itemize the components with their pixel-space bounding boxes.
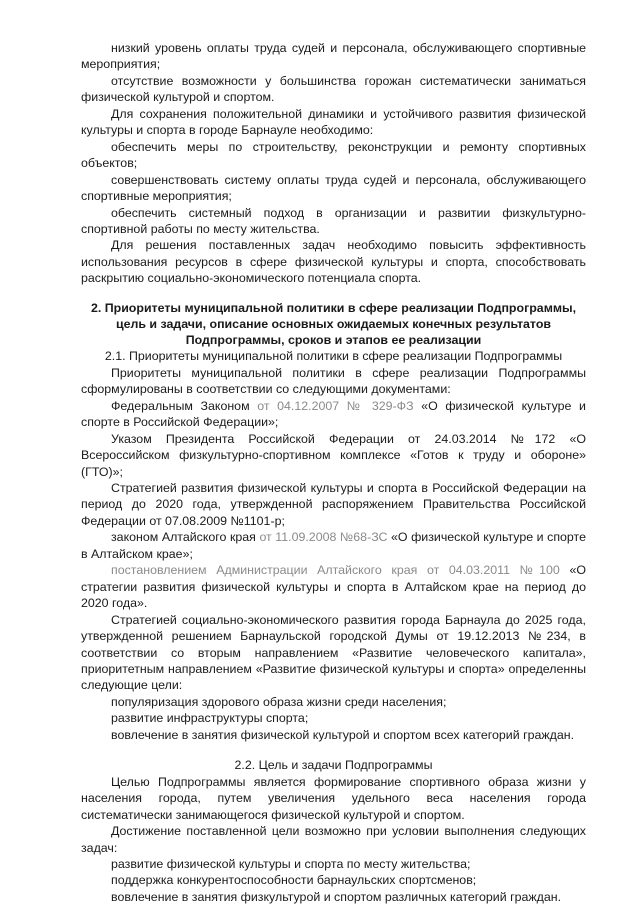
reference-text: «О физической культуре и спорте в Алтайском крае»; bbox=[81, 530, 586, 561]
paragraph: Целью Подпрограммы является формирование спортивного образа жизни у населения города, путем увеличения удельного веса населения города систематически занимающегося физической культурой и спортом. bbox=[81, 774, 586, 822]
reference-date-number: постановлением Администрации Алтайского края от 04.03.2011 №100 bbox=[111, 563, 560, 578]
paragraph: Для сохранения положительной динамики и устойчивого развития физической культуры и спорта в городе Барнауле необходимо: bbox=[81, 106, 586, 138]
reference-text: «О стратегии развития физической культуры и спорта в Алтайском крае на период до 2020 года». bbox=[81, 563, 586, 611]
document-page bbox=[81, 40, 586, 905]
task-item: поддержка конкурентоспособности барнаульских спортсменов; bbox=[111, 873, 477, 888]
task-item: вовлечение в занятия физкультурой и спортом различных категорий граждан. bbox=[111, 889, 562, 904]
document-reference bbox=[81, 398, 586, 431]
paragraph: низкий уровень оплаты труда судей и персонала, обслуживающего спортивные мероприятия; bbox=[81, 41, 586, 72]
document-reference: Стратегией развития физической культуры и спорта в Российской Федерации на период до 2020 года, утвержденной распоряжением Правительства Российской Федерации от 07.08.2009 №1101-р; bbox=[81, 481, 586, 528]
reference-date-number: от 11.09.2008 №68-ЗС bbox=[259, 530, 388, 545]
reference-date-number: от 04.12.2007 № 329-ФЗ bbox=[257, 398, 414, 413]
paragraph: Достижение поставленной цели возможно при условии выполнения следующих задач: bbox=[81, 824, 586, 855]
goal-item: вовлечение в занятия физической культурой и спортом всех категорий граждан. bbox=[111, 727, 575, 742]
document-reference: Указом Президента Российской Федерации от 24.03.2014 №172 «О Всероссийском физкультурно-спортивном комплексе «Готов к труду и обороне» (ГТО)»; bbox=[81, 431, 586, 479]
goal-item: популяризация здорового образа жизни среди населения; bbox=[111, 694, 447, 709]
document-reference bbox=[81, 529, 586, 562]
paragraph: обеспечить системный подход в организации и развитии физкультурно-спортивной работы по месту жительства. bbox=[81, 205, 586, 236]
paragraph: Стратегией социально-экономического развития города Барнаула до 2025 года, утвержденной решением Барнаульской городской Думы от 19.12.2013 №234, в соответствии со вторым направлением «Развитие человеческого капитала», приоритетным направлением «Развитие физической культуры и спорта» определенны следующие цели: bbox=[81, 612, 586, 693]
document-reference bbox=[81, 562, 586, 611]
subsection-title: 2.2. Цель и задачи Подпрограммы bbox=[234, 758, 433, 773]
reference-text: законом Алтайского края bbox=[111, 530, 260, 545]
task-item: развитие физической культуры и спорта по месту жительства; bbox=[111, 857, 471, 871]
paragraph: Приоритеты муниципальной политики в сфере реализации Подпрограммы сформулированы в соответствии со следующими документами: bbox=[81, 365, 586, 397]
goal-item: развитие инфраструктуры спорта; bbox=[111, 711, 309, 726]
subsection-title: 2.1. Приоритеты муниципальной политики в сфере реализации Подпрограммы bbox=[104, 349, 563, 364]
paragraph: обеспечить меры по строительству, реконструкции и ремонту спортивных объектов; bbox=[81, 139, 586, 171]
section-heading: 2. Приоритеты муниципальной политики в сфере реализации Подпрограммы, цель и задачи, описание основных ожидаемых конечных результатов Подпрограммы, сроков и этапов ее реализации bbox=[90, 300, 577, 348]
paragraph: совершенствовать систему оплаты труда судей и персонала, обслуживающего спортивные мероприятия; bbox=[81, 172, 586, 204]
reference-text: «О физической культуре и спорте в Российской Федерации»; bbox=[81, 398, 586, 430]
reference-text: Федеральным Законом bbox=[111, 398, 258, 413]
paragraph: отсутствие возможности у большинства горожан систематически заниматься физической культурой и спортом. bbox=[81, 73, 586, 105]
paragraph: Для решения поставленных задач необходимо повысить эффективность использования ресурсов в сфере физической культуры и спорта, способствовать раскрытию социально-экономического потенциала спорта. bbox=[81, 238, 586, 286]
